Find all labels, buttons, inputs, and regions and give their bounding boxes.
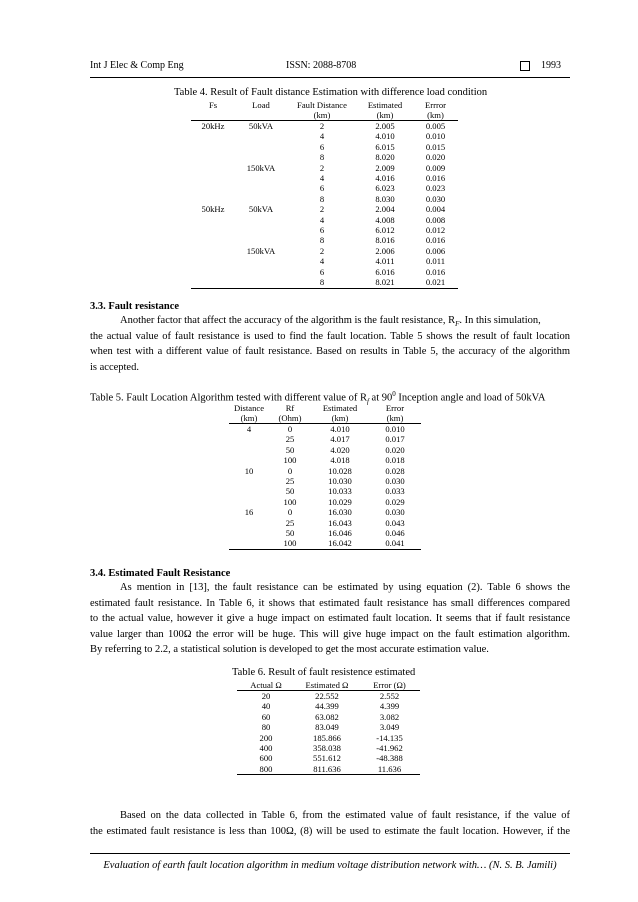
paragraph-line: value larger than 100Ω the error will be huge. This will give huge impact on the fault estimation algorithm. — [90, 628, 570, 640]
table-cell — [191, 225, 235, 235]
table-row — [229, 518, 421, 528]
table-cell: 50 — [285, 486, 295, 497]
table-cell — [191, 267, 235, 277]
table6-caption: Table 6. Result of fault resistence estimated — [232, 667, 416, 678]
table-cell — [229, 518, 269, 528]
table-cell: 6.016 — [375, 266, 395, 277]
table-row — [229, 497, 421, 507]
table-cell: -41.962 — [376, 743, 403, 754]
table-cell: 6 — [319, 183, 325, 194]
table-row — [237, 733, 420, 743]
table-cell: 100 — [269, 538, 311, 549]
table-row — [237, 701, 420, 711]
paragraph-line: Based on the data collected in Table 6, from the estimated value of fault resistance, if the value of — [120, 810, 570, 821]
table-cell: 4 — [319, 131, 325, 142]
table-cell: 0 — [287, 424, 293, 434]
column-header: Error (Ω) — [359, 680, 420, 691]
table-cell: 8.020 — [375, 152, 395, 163]
table-row — [229, 538, 421, 549]
table-cell — [235, 235, 287, 245]
table-row — [191, 183, 458, 193]
table-row — [229, 466, 421, 476]
table-cell: 50 — [285, 444, 295, 455]
table-cell: 4.020 — [330, 444, 350, 455]
header-rule — [90, 77, 570, 78]
table-cell — [191, 131, 235, 141]
table-cell: 60 — [261, 711, 271, 722]
table-cell: 50kHz — [201, 204, 225, 215]
table-cell: 50kVA — [248, 121, 274, 131]
table-cell — [235, 152, 287, 162]
column-header: Estimated (km) — [311, 403, 369, 424]
table-cell: 0.021 — [413, 277, 458, 288]
table-row — [191, 267, 458, 277]
table-cell: 16.030 — [328, 507, 352, 518]
table-cell — [235, 277, 287, 288]
table-row — [229, 528, 421, 538]
table-cell: 4.018 — [330, 455, 350, 466]
table-cell: 8 — [319, 235, 325, 246]
table-row — [229, 455, 421, 465]
table-cell — [229, 486, 269, 496]
table-cell — [235, 173, 287, 183]
table-cell: 0.004 — [425, 204, 446, 215]
column-header: Rf (Ohm) — [269, 403, 311, 424]
table-cell: 0.029 — [385, 496, 405, 507]
table-cell — [191, 163, 235, 173]
table-cell: 0.012 — [425, 225, 446, 236]
table-cell: 4 — [319, 256, 325, 267]
section-3-3-paragraph — [90, 313, 570, 375]
table-cell: 3.049 — [379, 722, 400, 733]
table-cell: 0.016 — [425, 235, 446, 246]
table-row — [191, 131, 458, 141]
table-cell: 8 — [319, 152, 325, 163]
table5-caption: Table 5. Fault Location Algorithm tested with different value of $R_f$ at $90^0$ Inception angle and load of 50kVA — [90, 390, 546, 406]
table-row — [229, 507, 421, 517]
table-cell: 4 — [319, 173, 325, 184]
table-cell: 8.016 — [375, 235, 395, 246]
table-cell: 40 — [261, 701, 271, 712]
table-row — [191, 215, 458, 225]
table-cell — [191, 152, 235, 162]
paragraph-line: is accepted. — [90, 361, 139, 373]
table-cell: -48.388 — [376, 753, 403, 764]
table-cell: 600 — [259, 753, 273, 764]
table-row — [229, 486, 421, 496]
table-cell: 0.028 — [385, 465, 405, 476]
table-cell — [191, 235, 235, 245]
table-cell — [229, 455, 269, 465]
table-cell: 20kHz — [201, 121, 225, 131]
running-header — [90, 60, 570, 74]
table-row — [191, 142, 458, 152]
table-cell: 6.012 — [375, 225, 395, 236]
table-cell — [191, 256, 235, 266]
table5 — [229, 403, 421, 550]
table-cell: 2 — [319, 245, 325, 256]
table-cell: 22.552 — [315, 691, 339, 701]
table-cell — [235, 142, 287, 152]
table-cell — [235, 215, 287, 225]
closing-paragraph — [90, 808, 570, 839]
table-cell: 150kVA — [246, 162, 276, 173]
table-cell: 16.046 — [328, 528, 352, 539]
table-cell: 551.612 — [313, 753, 341, 764]
table-cell: 8.030 — [375, 193, 395, 204]
table-cell — [229, 497, 269, 507]
table-row — [229, 424, 421, 435]
table-row — [191, 277, 458, 288]
table6 — [237, 680, 420, 775]
table-cell — [191, 142, 235, 152]
table-cell: 25 — [285, 476, 295, 487]
table-cell: 25 — [285, 434, 295, 445]
table-cell: 4 — [319, 214, 325, 225]
table-cell: 4.017 — [330, 434, 350, 445]
column-header: Fs — [191, 100, 235, 121]
table-cell — [191, 194, 235, 204]
table-cell — [229, 434, 269, 444]
table-cell: 2 — [319, 121, 325, 131]
paragraph-line: to the actual value, however it give a huge impact on estimated fault location. It seems that if fault resistance — [90, 613, 570, 625]
table-cell: 8.021 — [357, 277, 413, 288]
table-cell: 4.399 — [379, 701, 400, 712]
table-cell: 0.006 — [425, 245, 446, 256]
table-cell: 25 — [285, 517, 295, 528]
table-cell: 2.004 — [375, 204, 395, 215]
table-cell: 16 — [244, 507, 254, 518]
paragraph-line: estimated fault resistance. In Table 6, it shows that estimated fault resistance has small differences compared — [90, 597, 570, 609]
paragraph-line: when test with a different value of fault resistance. Based on results in Table 5, the accuracy of the algorithm — [90, 346, 570, 358]
table-cell: 0.030 — [385, 476, 405, 487]
table-row — [237, 722, 420, 732]
table-cell: -14.135 — [376, 732, 403, 743]
table-cell: 0.005 — [425, 121, 446, 131]
table-cell — [191, 277, 235, 288]
table-row — [237, 743, 420, 753]
table-cell: 0.011 — [425, 256, 446, 267]
table-cell: 50kVA — [248, 204, 274, 215]
page-number: 1993 — [541, 60, 561, 71]
table-cell: 20 — [261, 691, 271, 701]
table-cell: 0.010 — [385, 424, 405, 434]
table-cell: 4 — [246, 424, 252, 434]
table-cell — [191, 215, 235, 225]
table-row — [237, 691, 420, 702]
table-cell: 80 — [261, 722, 271, 733]
column-header: Estimated (km) — [357, 100, 413, 121]
table-cell — [229, 538, 269, 549]
table-cell: 16.042 — [311, 538, 369, 549]
table-cell: 63.082 — [315, 711, 339, 722]
table-cell — [235, 256, 287, 266]
table-cell: 83.049 — [315, 722, 339, 733]
table-cell: 200 — [259, 732, 273, 743]
column-header: Load — [235, 100, 287, 121]
table-cell: 0 — [287, 507, 293, 518]
table-cell: 4.016 — [375, 173, 395, 184]
section-3-4-paragraph — [90, 580, 570, 658]
column-header: Estimated Ω — [295, 680, 359, 691]
table-cell: 4.010 — [375, 131, 395, 142]
table-cell: 4.011 — [375, 256, 395, 267]
table-cell: 0 — [287, 465, 293, 476]
table-cell: 0.046 — [385, 528, 405, 539]
table-cell: 0.020 — [385, 444, 405, 455]
table-row — [229, 445, 421, 455]
table-cell: 6 — [319, 225, 325, 236]
table-cell: 50 — [285, 528, 295, 539]
paragraph-line: the actual value of fault resistance is used to find the fault location. Table 5 shows the result of fault location — [90, 330, 570, 342]
table-cell: 400 — [259, 743, 273, 754]
table-cell: 358.038 — [313, 743, 341, 754]
table-row — [191, 256, 458, 266]
table-row — [191, 194, 458, 204]
table-cell: 16.043 — [328, 517, 352, 528]
paragraph-line: As mention in [13], the fault resistance can be estimated by using equation (2). Table 6 shows the — [120, 582, 570, 593]
table-cell: 800 — [237, 764, 295, 775]
table-cell: 0.008 — [425, 214, 446, 225]
table-cell: 0.023 — [425, 183, 446, 194]
table-cell: 2.552 — [379, 691, 400, 701]
table-cell: 100 — [283, 455, 297, 466]
table-cell — [229, 528, 269, 538]
table-cell: 2 — [319, 204, 325, 215]
table-cell: 0.016 — [425, 173, 446, 184]
table-cell: 10.033 — [328, 486, 352, 497]
issn: ISSN: 2088-8708 — [286, 60, 357, 71]
column-header: Error (km) — [369, 403, 421, 424]
table4 — [191, 100, 458, 289]
section-3-3-heading: 3.3. Fault resistance — [90, 301, 180, 312]
table-cell: 0.015 — [425, 141, 446, 152]
table-cell: 0.020 — [425, 152, 446, 163]
table-row — [191, 225, 458, 235]
table-row — [191, 173, 458, 183]
table-cell — [191, 173, 235, 183]
table-cell: 2.005 — [375, 121, 395, 131]
table-cell — [235, 225, 287, 235]
table-cell: 0.030 — [385, 507, 405, 518]
table-row — [191, 246, 458, 256]
table-cell: 2.006 — [375, 245, 395, 256]
paragraph-line: By referring to 2.2, a statistical solution is developed to get the most accurate estimation value. — [90, 644, 489, 656]
table-row — [237, 764, 420, 775]
table-cell: 0.009 — [425, 162, 446, 173]
table-cell — [229, 476, 269, 486]
table-cell: 185.866 — [313, 732, 341, 743]
checkbox-square-icon — [520, 61, 530, 71]
running-footer: Evaluation of earth fault location algorithm in medium voltage distribution network with… (N. S. B. Jamili) — [103, 860, 557, 871]
table4-caption: Table 4. Result of Fault distance Estimation with difference load condition — [174, 87, 488, 98]
table-cell: 0.016 — [425, 266, 446, 277]
table-cell: 44.399 — [315, 701, 339, 712]
table-row — [237, 753, 420, 763]
table-row — [229, 434, 421, 444]
paragraph-line: Another factor that affect the accuracy of the algorithm is the fault resistance, $R_F$. In this simulation, — [120, 315, 541, 329]
column-header: Actual Ω — [237, 680, 295, 691]
table-cell: 2.009 — [375, 162, 395, 173]
table-cell — [235, 267, 287, 277]
table-row — [191, 121, 458, 132]
table-row — [191, 152, 458, 162]
paragraph-line: the estimated fault resistance is less than 100Ω, (8) will be used to estimate the fault location. However, if the — [90, 825, 570, 837]
table-cell: 0.017 — [385, 434, 405, 445]
table-cell: 0.030 — [425, 193, 446, 204]
table-cell: 150kVA — [246, 245, 276, 256]
table-cell: 0.010 — [425, 131, 446, 142]
journal-name: Int J Elec & Comp Eng — [90, 60, 184, 71]
table-row — [191, 235, 458, 245]
table-cell: 4.010 — [330, 424, 350, 434]
table-cell: 6.023 — [375, 183, 395, 194]
column-header: Distance (km) — [229, 403, 269, 424]
table-cell: 6 — [319, 141, 325, 152]
table-cell: 10.028 — [328, 465, 352, 476]
table-cell: 0.033 — [385, 486, 405, 497]
table-cell: 8 — [319, 193, 325, 204]
column-header: Errror (km) — [413, 100, 458, 121]
table-cell: 10.029 — [328, 496, 352, 507]
table-cell: 0.041 — [369, 538, 421, 549]
table-cell: 2 — [319, 162, 325, 173]
table-row — [229, 476, 421, 486]
table-cell: 4.008 — [375, 214, 395, 225]
table-cell: 3.082 — [379, 711, 400, 722]
footer-rule — [90, 853, 570, 854]
section-3-4-heading: 3.4. Estimated Fault Resistance — [90, 568, 231, 579]
table-row — [237, 712, 420, 722]
table-cell — [191, 246, 235, 256]
table-cell — [235, 194, 287, 204]
table-cell: 8 — [287, 277, 357, 288]
table-cell: 0.043 — [385, 517, 405, 528]
table-cell: 0.018 — [385, 455, 405, 466]
table-cell: 100 — [283, 496, 297, 507]
table-cell: 811.636 — [295, 764, 359, 775]
column-header: Fault Distance (km) — [287, 100, 357, 121]
table-cell: 6 — [319, 266, 325, 277]
table-cell: 10 — [244, 465, 254, 476]
table-row — [191, 163, 458, 173]
table-cell — [191, 183, 235, 193]
table-cell — [229, 445, 269, 455]
table-cell: 6.015 — [375, 141, 395, 152]
table-cell — [235, 131, 287, 141]
table-row — [191, 204, 458, 214]
table-cell — [235, 183, 287, 193]
table-cell: 10.030 — [328, 476, 352, 487]
table-cell: 11.636 — [359, 764, 420, 775]
